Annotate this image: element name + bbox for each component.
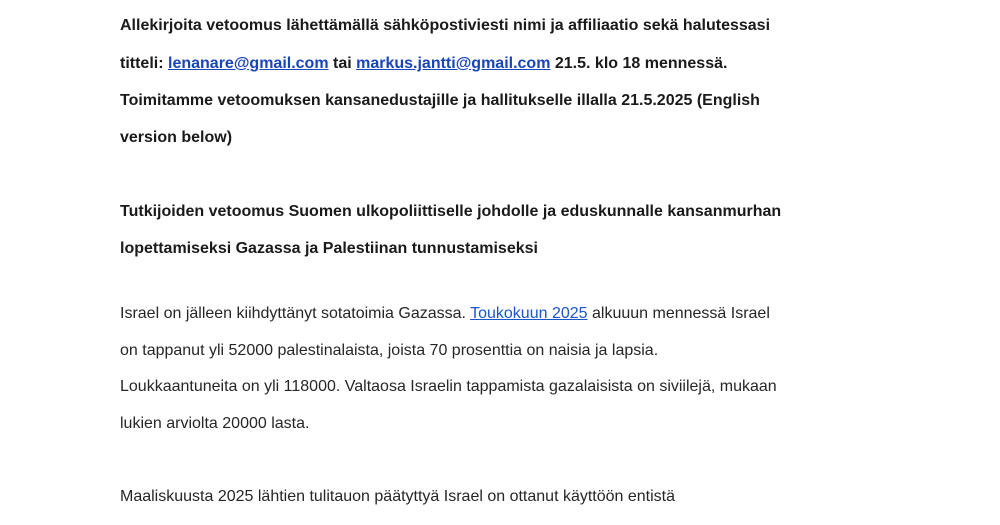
body-line-1	[120, 304, 770, 324]
body-line-3	[120, 377, 777, 397]
instruction-text: titteli:	[120, 55, 168, 72]
body-text: on tappanut yli 52000 palestinalaista, joista 70 prosenttia on naisia ja lapsia.	[120, 342, 659, 359]
body-line-4	[120, 414, 309, 434]
instruction-text: version below)	[120, 129, 233, 146]
body-line-5	[120, 487, 675, 507]
body-line-2	[120, 341, 658, 361]
instruction-text: Toimitamme vetoomuksen kansanedustajille ja hallitukselle illalla 21.5.2025 (English	[120, 92, 760, 109]
toukokuun-2025-link[interactable]: Toukokuun 2025	[470, 305, 588, 322]
email-link-lenanare[interactable]: lenanare@gmail.com	[168, 55, 329, 72]
instruction-text: 21.5. klo 18 mennessä.	[550, 55, 728, 72]
petition-heading: Tutkijoiden vetoomus Suomen ulkopoliittiselle johdolle ja eduskunnalle kansanmurhan	[120, 203, 782, 220]
body-text: Loukkaantuneita on yli 118000. Valtaosa Israelin tappamista gazalaisista on siviilejä, mukaan	[120, 378, 777, 395]
body-text: Israel on jälleen kiihdyttänyt sotatoimia Gazassa.	[120, 305, 471, 322]
body-text: alkuuun mennessä Israel	[587, 305, 770, 322]
instruction-line-1	[120, 16, 770, 36]
instruction-text: tai	[328, 55, 357, 72]
petition-heading: lopettamiseksi Gazassa ja Palestiinan tunnustamiseksi	[120, 240, 538, 257]
email-link-markus[interactable]: markus.jantti@gmail.com	[356, 55, 551, 72]
instruction-line-3	[120, 91, 760, 111]
body-text: Maaliskuusta 2025 lähtien tulitauon päätyttyä Israel on ottanut käyttöön entistä	[120, 488, 676, 505]
instruction-text: Allekirjoita vetoomus lähettämällä sähköpostiviesti nimi ja affiliaatio sekä halutessasi	[120, 17, 771, 34]
petition-heading-line-1	[120, 202, 781, 222]
body-text: lukien arviolta 20000 lasta.	[120, 415, 310, 432]
petition-heading-line-2	[120, 239, 538, 259]
instruction-line-4	[120, 128, 232, 148]
instruction-line-2	[120, 54, 727, 74]
